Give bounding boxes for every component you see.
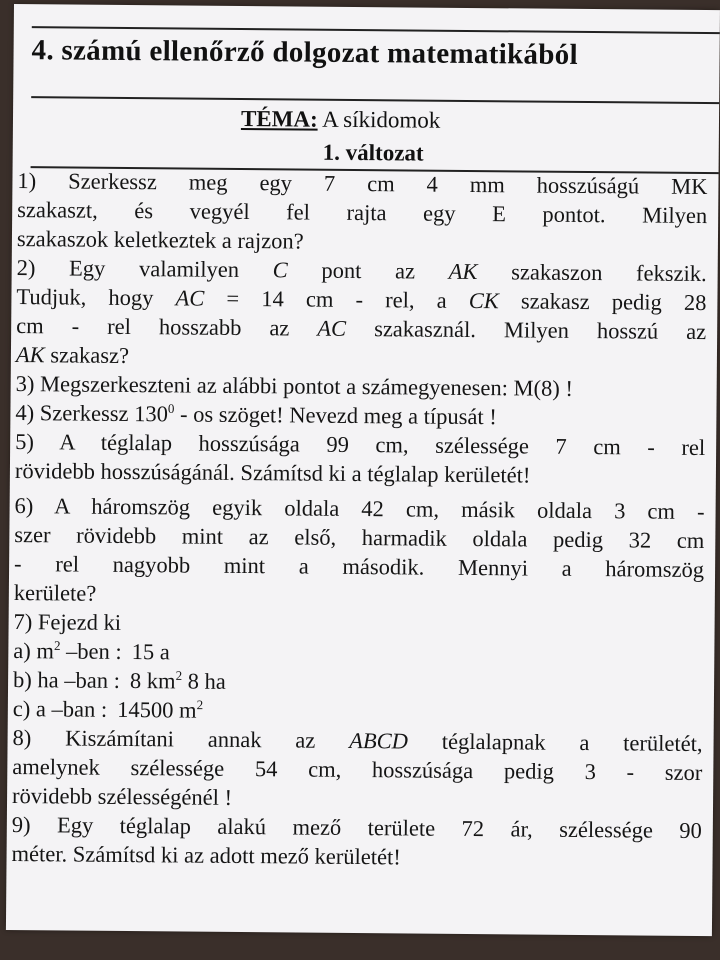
theme-label: TÉMA: <box>240 105 318 132</box>
question-9-line-2: méter. Számítsd ki az adott mező kerületét! <box>11 841 401 870</box>
question-7-a: a) $m^2$ –ben : 15 a <box>13 637 170 665</box>
question-5-line-2: rövidebb hosszúságánál. Számítsd ki a téglalap kerületét! <box>14 458 531 488</box>
title-rule <box>31 96 719 104</box>
page-title: 4. számú ellenőrző dolgozat matematikából <box>31 34 579 71</box>
question-7-c: c) a –ban : 14500 $m^2$ <box>12 696 204 723</box>
theme-line <box>241 106 441 134</box>
variant-label: 1. változat <box>322 139 424 166</box>
question-6-line-3: - rel nagyobb mint a második. Mennyi a háromszög <box>14 551 705 583</box>
question-8-line-3: rövidebb szélességénél ! <box>11 783 233 810</box>
question-7-title: 7) Fejezd ki <box>13 609 122 635</box>
question-1-line-2: szakaszt, és vegyél fel rajta egy E pontot. Milyen <box>17 197 708 229</box>
question-2-line-4: AK szakasz? <box>15 342 130 369</box>
question-8-line-2: amelynek szélessége 54 cm, hosszúsága pedig 3 - szor <box>12 754 703 786</box>
question-2-line-3: cm - rel hosszabb az AC szakasznál. Milyen hosszú az <box>16 313 707 345</box>
question-8-line-1: 8) Kiszámítani annak az ABCD téglalapnak a területét, <box>12 725 703 757</box>
question-6-line-2: szer rövidebb mint az első, harmadik oldala pedig 32 cm <box>14 522 705 554</box>
question-3: 3) Megszerkeszteni az alábbi pontot a számegyenesen: M(8) ! <box>15 371 574 401</box>
question-2-line-1: 2) Egy valamilyen C pont az AK szakaszon fekszik. <box>16 255 707 287</box>
worksheet-paper <box>6 4 720 936</box>
question-9-line-1: 9) Egy téglalap alakú mező területe 72 ár, szélessége 90 <box>11 812 702 844</box>
questions-list <box>11 166 707 874</box>
question-5-line-1: 5) A téglalap hosszúsága 99 cm, szélessége 7 cm - rel <box>15 429 706 461</box>
question-7-b: b) ha –ban : 8 $km^2$ 8 ha <box>12 667 226 694</box>
question-6-line-1: 6) A háromszög egyik oldala 42 cm, másik oldala 3 cm - <box>14 493 705 525</box>
question-4: 4) Szerkessz $130^0$ - os szöget! Nevezd meg a típusát ! <box>15 400 497 430</box>
theme-value: A síkidomok <box>322 106 441 133</box>
question-1-line-1: 1) Szerkessz meg egy 7 cm 4 mm hosszúságú MK <box>17 168 708 200</box>
question-1-line-3: szakaszok keletkeztek a rajzon? <box>16 226 304 254</box>
question-2-line-2: Tudjuk, hogy AC = 14 cm - rel, a CK szakasz pedig 28 <box>16 284 707 316</box>
question-6-line-4: kerülete? <box>13 580 97 606</box>
top-rule <box>32 26 720 34</box>
